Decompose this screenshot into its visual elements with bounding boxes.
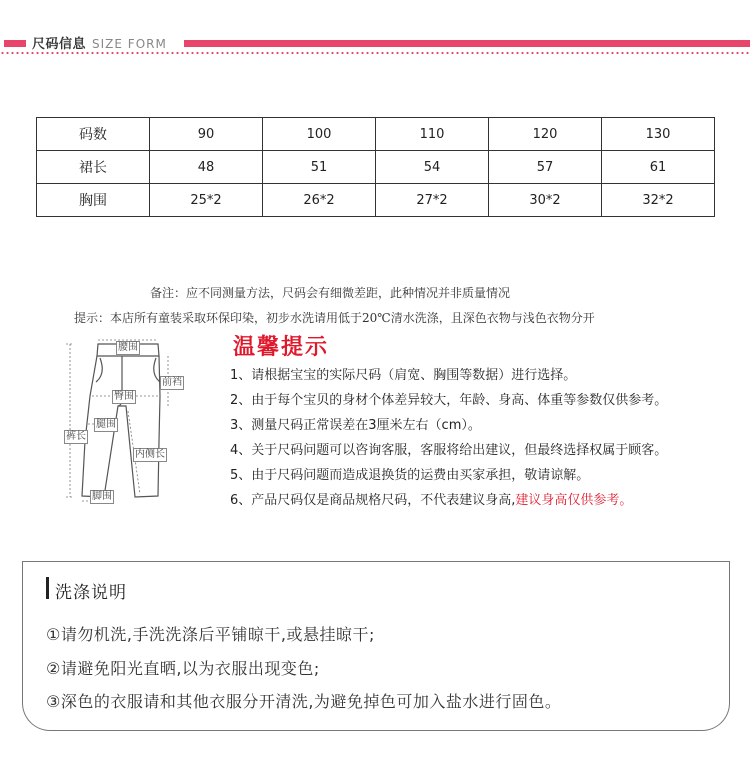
row-label: 码数: [37, 118, 150, 151]
section-header: [0, 30, 750, 56]
section-title-cn: 尺码信息: [32, 37, 87, 52]
list-item: 1、请根据宝宝的实际尺码（肩宽、胸围等数据）进行选择。: [230, 368, 577, 383]
table-cell: 61: [602, 151, 715, 184]
table-cell: 110: [376, 118, 489, 151]
tips-list: [230, 366, 667, 516]
list-item: 3、测量尺码正常误差在3厘米左右（cm）。: [230, 418, 481, 433]
tip-6-highlight: 建议身高仅供参考。: [515, 493, 633, 508]
table-cell: 25*2: [150, 184, 263, 217]
washing-hint: 提示：本店所有童装采取环保印染，初步水洗请用低于20℃清水洗涤，且深色衣物与浅色衣物分开: [74, 311, 595, 325]
row-label: 胸围: [37, 184, 150, 217]
table-cell: 32*2: [602, 184, 715, 217]
tag-thigh: 腿围: [96, 419, 116, 430]
tip-6-text: 6、产品尺码仅是商品规格尺码，不代表建议身高,: [230, 493, 516, 508]
table-cell: 120: [489, 118, 602, 151]
section-title-en: SIZE FORM: [92, 37, 167, 51]
wash-title-text: 洗涤说明: [55, 583, 127, 603]
measurement-note: 备注：应不同测量方法，尺码会有细微差距，此种情况并非质量情况: [150, 286, 511, 300]
table-cell: 51: [263, 151, 376, 184]
header-dotted-line: [0, 52, 750, 54]
list-item: 4、关于尺码问题可以咨询客服，客服将给出建议，但最终选择权属于顾客。: [230, 443, 668, 458]
table-cell: 30*2: [489, 184, 602, 217]
wash-title: [46, 578, 127, 603]
wash-item: ③深色的衣服请和其他衣服分开清洗,为避免掉色可加入盐水进行固色。: [46, 692, 562, 711]
wash-item: ②请避免阳光直晒,以为衣服出现变色;: [46, 659, 320, 678]
header-accent-right: [184, 40, 750, 47]
table-row: [37, 151, 715, 184]
wash-box-top-line: [22, 561, 730, 562]
section-title: [32, 33, 167, 52]
tag-leg-opening: 脚围: [92, 491, 112, 502]
table-cell: 48: [150, 151, 263, 184]
header-accent-left: [4, 40, 26, 47]
table-cell: 26*2: [263, 184, 376, 217]
tag-front-rise: 前裆: [162, 377, 182, 388]
list-item: 2、由于每个宝贝的身材个体差异较大，年龄、身高、体重等参数仅供参考。: [230, 393, 668, 408]
table-row: [37, 184, 715, 217]
tag-inseam: 内侧长: [135, 449, 165, 460]
size-table: [36, 117, 715, 217]
tag-waist: 腰围: [118, 342, 138, 353]
table-row: [37, 118, 715, 151]
table-cell: 57: [489, 151, 602, 184]
list-item: 5、由于尺码问题而造成退换货的运费由买家承担，敬请谅解。: [230, 468, 590, 483]
table-cell: 100: [263, 118, 376, 151]
tips-title: 温馨提示: [233, 335, 330, 360]
row-label: 裙长: [37, 151, 150, 184]
table-cell: 27*2: [376, 184, 489, 217]
table-cell: 130: [602, 118, 715, 151]
pants-diagram: [60, 336, 200, 526]
tag-length: 裤长: [66, 431, 86, 442]
tag-hip: 臀围: [114, 391, 134, 402]
table-cell: 54: [376, 151, 489, 184]
table-cell: 90: [150, 118, 263, 151]
list-item: [230, 491, 667, 516]
wash-item: ①请勿机洗,手洗洗涤后平铺晾干,或悬挂晾干;: [46, 625, 375, 644]
